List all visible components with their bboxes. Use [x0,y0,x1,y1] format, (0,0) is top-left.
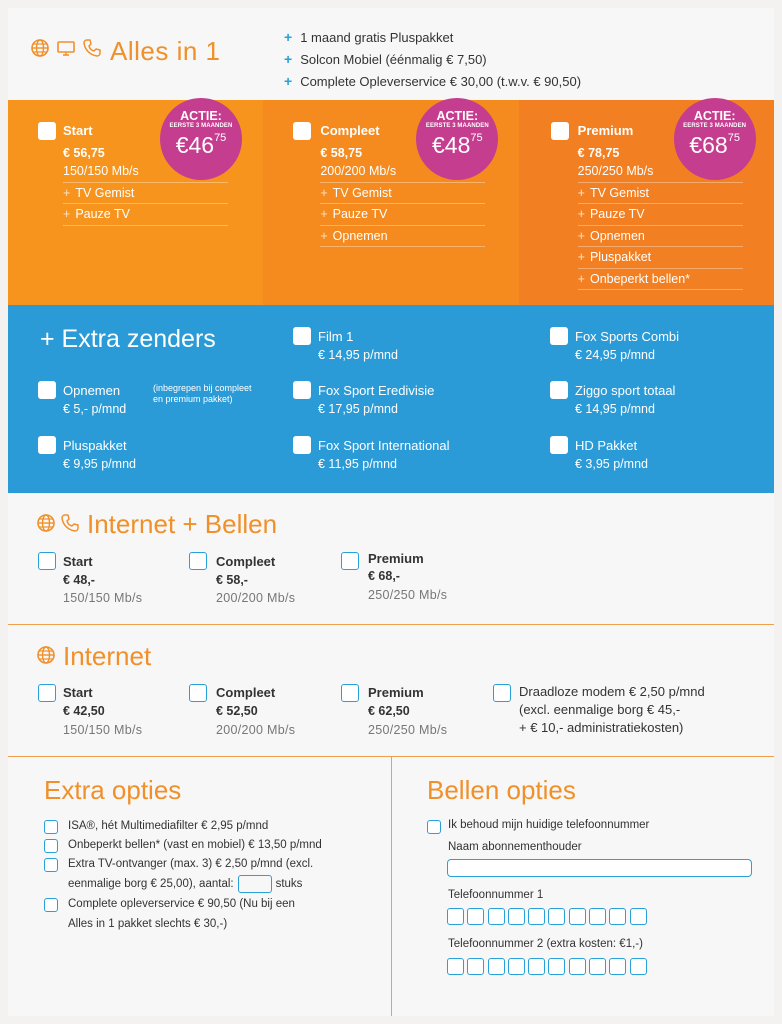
modem-checkbox[interactable] [493,684,511,702]
list-item: + Opnemen [578,226,743,248]
telefoonnummer1-label: Telefoonnummer 1 [448,889,544,901]
list-item: + Pauze TV [63,204,228,226]
list-item: + TV Gemist [320,183,485,205]
globe-icon [36,645,56,665]
promo-badge: ACTIE: EERSTE 3 MAANDEN $€46^{75}$ [160,98,242,180]
channel-price: € 5,- p/mnd [63,402,127,416]
opnemen-note: (inbegrepen bij compleet en premium pakket) [153,383,252,404]
option-speed: 250/250 Mb/s [368,588,448,602]
option-speed: 150/150 Mb/s [63,591,143,605]
hd-pakket-checkbox[interactable] [550,436,568,454]
opleverservice-checkbox[interactable] [44,898,58,912]
naam-input[interactable] [447,859,752,877]
option-price: € 48,- [63,573,95,587]
extra-zenders-title: + Extra zenders [40,325,216,353]
globe-icon [36,513,56,533]
ib-start-checkbox[interactable] [38,552,56,570]
film1-checkbox[interactable] [293,327,311,345]
phone-icon [60,513,80,533]
channel-price: € 17,95 p/mnd [318,402,398,416]
option-price: € 58,- [216,573,248,587]
extra-zenders-band [8,305,774,493]
bundle-start [8,100,263,305]
bundle-price: € 56,75 [63,146,105,160]
tv-ontvanger-label: Extra TV-ontvanger (max. 3) € 2,50 p/mnd (excl. eenmalige borg € 25,00), aantal: stuks [68,854,313,894]
option-speed: 150/150 Mb/s [63,723,143,737]
modem-description: Draadloze modem € 2,50 p/mnd (excl. eenmalige borg € 45,- + € 10,- administratiekosten) [519,684,705,735]
extra-opties-panel [8,757,391,1016]
phone-icon [82,38,102,58]
bundle-price: € 58,75 [320,146,363,160]
list-item: + Pluspakket [578,247,743,269]
aantal-input[interactable] [238,875,272,893]
bundles-band [8,100,774,305]
internet-section [8,625,774,756]
tv-icon [55,38,77,58]
internet-title: Internet [63,641,152,671]
fox-eredivisie-checkbox[interactable] [293,381,311,399]
header-title: Alles in 1 [110,36,221,66]
header-bullet: + Complete Opleverservice € 30,00 (t.w.v. € 90,50) [284,73,582,89]
channel-name: Fox Sport Eredivisie [318,383,435,398]
channel-name: Fox Sport International [318,438,450,453]
option-name: Start [63,685,93,700]
bundle-price: € 78,75 [577,146,620,160]
list-item: + TV Gemist [578,183,743,205]
list-item: + Pauze TV [320,204,485,226]
bundle-name: Compleet [320,123,380,138]
header-icons [30,38,102,58]
channel-price: € 3,95 p/mnd [575,457,648,471]
isa-label: ISA®, hét Multimediafilter € 2,95 p/mnd [68,820,269,832]
option-speed: 200/200 Mb/s [216,591,296,605]
bundle-name: Premium [577,123,634,138]
opnemen-checkbox[interactable] [38,381,56,399]
channel-name: Pluspakket [63,438,127,453]
bellen-opties-title: Bellen opties [427,775,576,805]
option-name: Compleet [216,554,276,569]
bundle-speed: 200/200 Mb/s [320,161,485,183]
channel-price: € 11,95 p/mnd [318,457,397,471]
promo-badge: ACTIE: EERSTE 3 MAANDEN $€48^{75}$ [416,98,498,180]
ib-premium-checkbox[interactable] [341,552,359,570]
bundle-feature-list [578,161,743,290]
inet-compleet-checkbox[interactable] [189,684,207,702]
onbeperkt-checkbox[interactable] [44,839,58,853]
fox-combi-checkbox[interactable] [550,327,568,345]
internet-bellen-title: Internet + Bellen [87,509,278,539]
fox-international-checkbox[interactable] [293,436,311,454]
header-bullet: + Solcon Mobiel (éénmalig € 7,50) [284,51,487,67]
bundle-speed: 250/250 Mb/s [578,161,743,183]
option-name: Premium [368,551,424,566]
bundle-premium [519,100,774,305]
option-name: Premium [368,685,424,700]
bellen-opties-panel [391,757,774,1016]
channel-price: € 14,95 p/mnd [575,402,655,416]
option-price: € 42,50 [63,704,105,718]
behoud-nummer-checkbox[interactable] [427,820,441,834]
plus-icon: + [284,73,293,89]
channel-name: Film 1 [318,329,354,344]
section-icons [36,513,80,533]
channel-name: Opnemen [63,383,121,398]
bundle-start-checkbox[interactable] [38,122,56,140]
option-price: € 52,50 [216,704,258,718]
bundle-premium-checkbox[interactable] [551,122,569,140]
option-price: € 68,- [368,569,400,583]
bundle-speed: 150/150 Mb/s [63,161,228,183]
option-speed: 200/200 Mb/s [216,723,296,737]
option-name: Compleet [216,685,276,700]
promo-badge: ACTIE: EERSTE 3 MAANDEN $€68^{75}$ [674,98,756,180]
header-bullet: + 1 maand gratis Pluspakket [284,29,454,45]
telefoonnummer1-input[interactable] [447,908,647,925]
option-name: Start [63,554,93,569]
plus-icon: + [284,29,293,45]
internet-bellen-section [8,493,774,624]
inet-start-checkbox[interactable] [38,684,56,702]
list-item: + Pauze TV [578,204,743,226]
bundle-compleet [263,100,518,305]
list-item: + Opnemen [320,226,485,248]
ib-compleet-checkbox[interactable] [189,552,207,570]
opleverservice-label: Complete opleverservice € 90,50 (Nu bij een Alles in 1 pakket slechts € 30,-) [68,898,295,930]
ziggo-checkbox[interactable] [550,381,568,399]
pluspakket-checkbox[interactable] [38,436,56,454]
isa-checkbox[interactable] [44,820,58,834]
bundle-compleet-checkbox[interactable] [293,122,311,140]
channel-name: Ziggo sport totaal [575,383,676,398]
bundle-name: Start [63,123,93,138]
inet-premium-checkbox[interactable] [341,684,359,702]
globe-icon [30,38,50,58]
list-item: + TV Gemist [63,183,228,205]
extra-opties-title: Extra opties [44,775,182,805]
channel-name: Fox Sports Combi [575,329,680,344]
naam-label: Naam abonnementhouder [448,841,582,853]
plus-icon: + [284,51,293,67]
option-speed: 250/250 Mb/s [368,723,448,737]
option-price: € 62,50 [368,704,410,718]
telefoonnummer2-input[interactable] [447,958,647,975]
onbeperkt-label: Onbeperkt bellen* (vast en mobiel) € 13,50 p/mnd [68,839,322,851]
tv-ontvanger-checkbox[interactable] [44,858,58,872]
list-item: + Onbeperkt bellen* [578,269,743,291]
channel-name: HD Pakket [575,438,638,453]
behoud-nummer-label: Ik behoud mijn huidige telefoonnummer [448,819,650,831]
telefoonnummer2-label: Telefoonnummer 2 (extra kosten: €1,-) [448,938,643,950]
channel-price: € 24,95 p/mnd [575,348,655,362]
channel-price: € 9,95 p/mnd [63,457,136,471]
channel-price: € 14,95 p/mnd [318,348,398,362]
